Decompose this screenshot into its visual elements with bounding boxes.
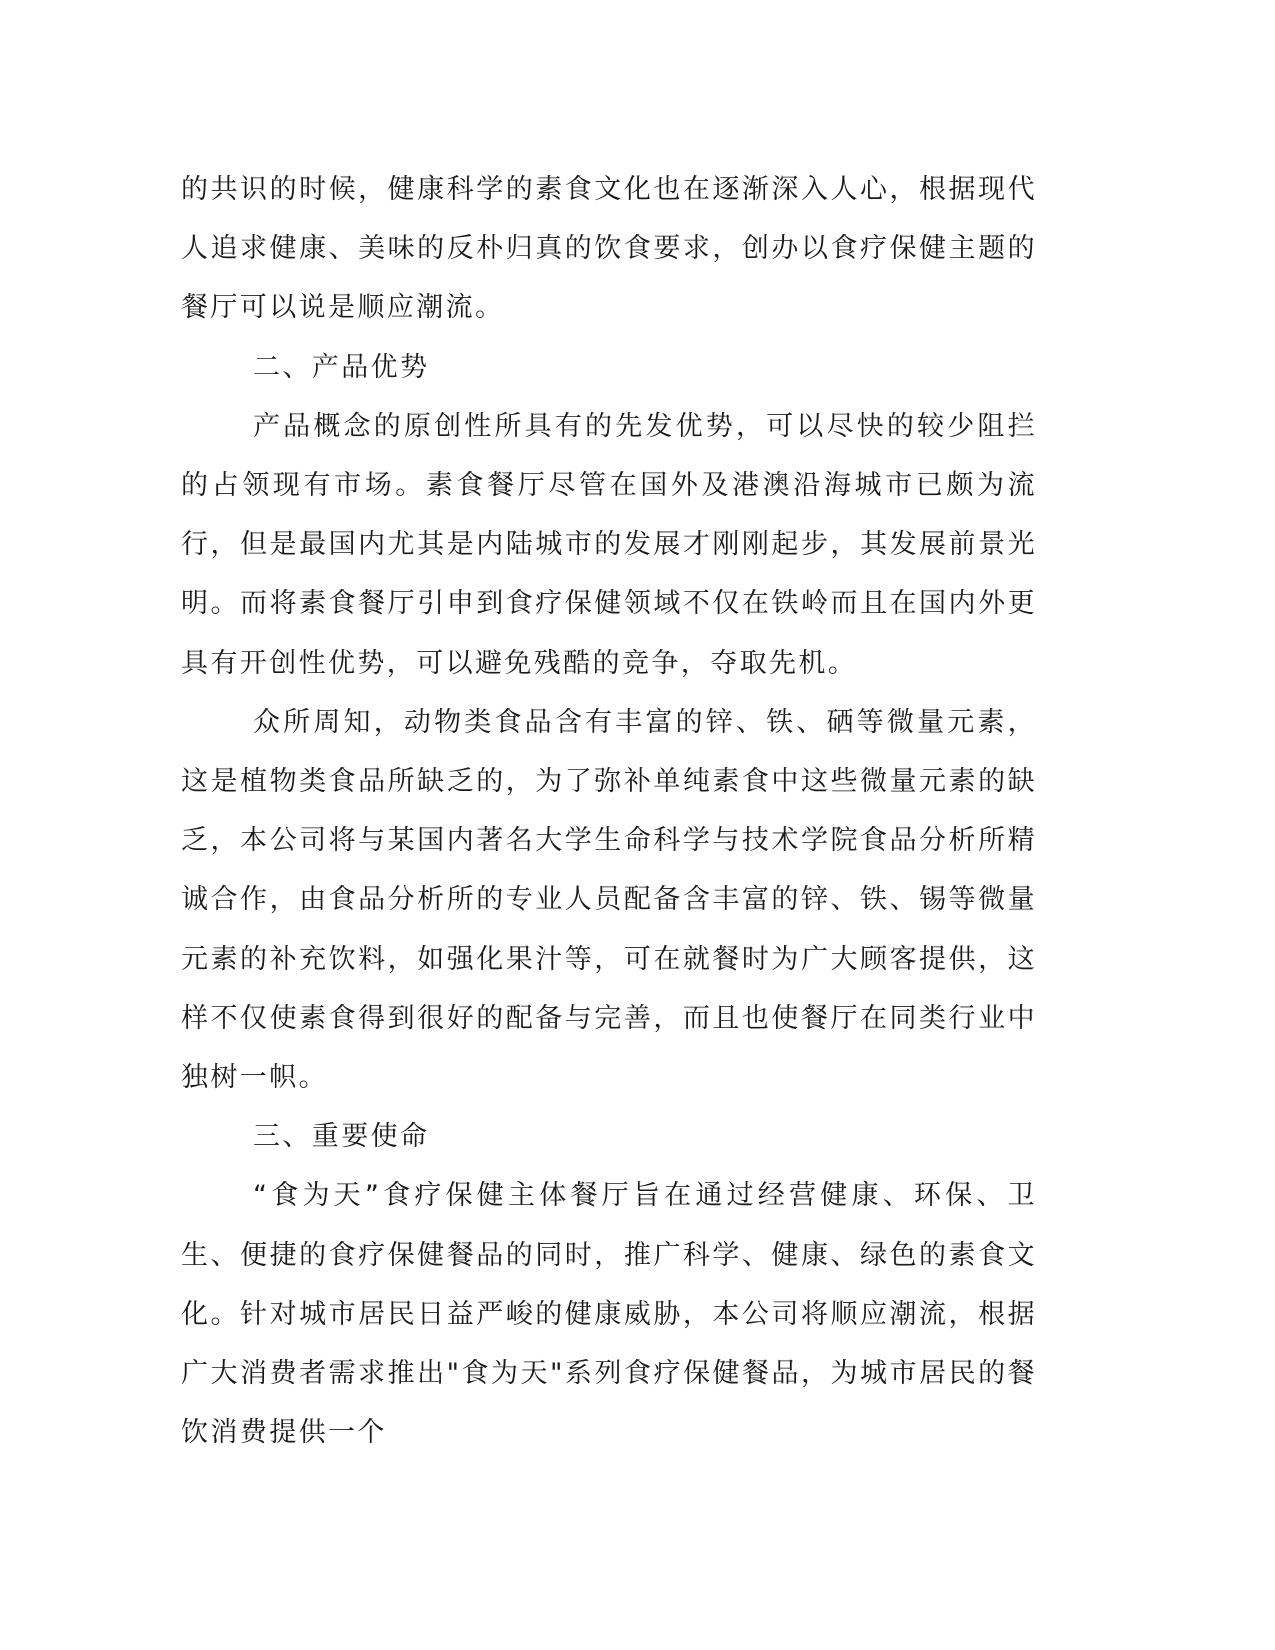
paragraph-product-concept: 产品概念的原创性所具有的先发优势，可以尽快的较少阻拦的占领现有市场。素食餐厅尽管在国外及港澳沿海城市已颇为流行，但是最国内尤其是内陆城市的发展才刚刚起步，其发展前景光明。而将素食餐厅引申到食疗保健领域不仅在铁岭而且在国内外更具有开创性优势，可以避免残酷的竞争，夺取先机。	[181, 410, 1037, 679]
paragraph-continuation: 的共识的时候，健康科学的素食文化也在逐渐深入人心，根据现代人追求健康、美味的反朴归真的饮食要求，创办以食疗保健主题的餐厅可以说是顺应潮流。	[181, 174, 1037, 324]
paragraph-mission: “食为天”食疗保健主体餐厅旨在通过经营健康、环保、卫生、便捷的食疗保健餐品的同时，推广科学、健康、绿色的素食文化。针对城市居民日益严峻的健康威胁，本公司将顺应潮流，根据广大消费者需求推出"食为天"系列食疗保健餐品，为城市居民的餐饮消费提供一个	[181, 1180, 1037, 1449]
document-body	[181, 160, 1037, 1462]
section-heading-product-advantages: 二、产品优势	[253, 351, 430, 383]
section-heading-mission: 三、重要使命	[253, 1121, 430, 1153]
paragraph-trace-elements: 众所周知，动物类食品含有丰富的锌、铁、硒等微量元素，这是植物类食品所缺乏的，为了弥补单纯素食中这些微量元素的缺乏，本公司将与某国内著名大学生命科学与技术学院食品分析所精诚合作，由食品分析所的专业人员配备含丰富的锌、铁、锡等微量元素的补充饮料，如强化果汁等，可在就餐时为广大顾客提供，这样不仅使素食得到很好的配备与完善，而且也使餐厅在同类行业中独树一帜。	[181, 706, 1037, 1094]
